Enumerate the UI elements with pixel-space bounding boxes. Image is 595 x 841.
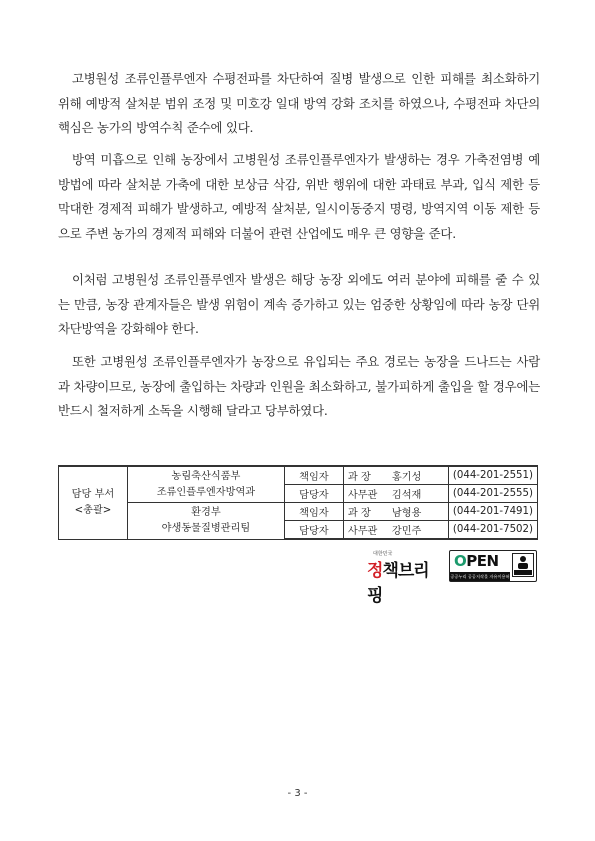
role-cell: 책임자 (284, 503, 343, 521)
dept-cell (127, 503, 284, 540)
phone-cell: (044-201-7502) (448, 521, 537, 540)
table-row (59, 503, 538, 521)
page-number: - 3 - (287, 788, 308, 799)
role-cell: 담당자 (284, 521, 343, 540)
dept-cell (127, 466, 284, 503)
dept-name: 농림축산식품부 (171, 470, 241, 482)
logo-group (367, 548, 535, 606)
name-text: 홍기성 (391, 472, 422, 483)
phone-cell: (044-201-7491) (448, 503, 537, 521)
open-license-logo (449, 550, 537, 588)
open-sub-text: 공공누리 공공저작물 자유이용허락 (450, 574, 510, 588)
name-text: 김석재 (391, 490, 422, 501)
table-row (59, 466, 538, 485)
role-cell: 책임자 (284, 466, 343, 485)
brand-main-text (367, 556, 443, 606)
phone-cell: (044-201-2555) (448, 485, 537, 503)
paragraph-1: 고병원성 조류인플루엔자 수평전파를 차단하여 질병 발생으로 인한 피해를 최소화하기 위해 예방적 살처분 범위 조정 및 미호강 일대 방역 강화 조치를 하였으나, 수평전파 차단의 핵심은 농가의 방역수칙 준수에 있다. (58, 71, 540, 135)
policy-briefing-logo (367, 550, 443, 606)
title-text: 사무관 (347, 490, 378, 501)
name-cell (343, 485, 448, 503)
brand-red-char: 정 (367, 561, 383, 581)
open-text (454, 552, 499, 570)
dept-main-sub: <총괄> (74, 504, 112, 516)
dept-name: 환경부 (191, 506, 221, 518)
title-text: 사무관 (347, 526, 378, 537)
brand-top-text: 대한민국 (373, 551, 393, 557)
name-cell (343, 521, 448, 540)
name-text: 강민주 (391, 526, 422, 537)
paragraph-2: 방역 미흡으로 인해 농장에서 고병원성 조류인플루엔자가 발생하는 경우 가축전염병 예방법에 따라 살처분 가축에 대한 보상금 삭감, 위반 행위에 대한 과태료 부과, 입식 제한 등 막대한 경제적 피해가 발생하고, 예방적 살처분, 일시이동중지 명령, 방역지역 이동 제한 등으로 주변 농가의 경제적 피해와 더불어 관련 산업에도 매우 큰 영향을 준다. (58, 152, 540, 241)
dept-team: 조류인플루엔자방역과 (156, 486, 256, 498)
paragraph-3: 이처럼 고병원성 조류인플루엔자 발생은 해당 농장 외에도 여러 분야에 피해를 줄 수 있는 만큼, 농장 관계자들은 발생 위험이 계속 증가하고 있는 엄중한 상황임에 따라 농장 단위 차단방역을 강화해야 한다. (58, 272, 540, 336)
dept-team: 야생동물질병관리팀 (161, 522, 251, 534)
name-cell (343, 466, 448, 485)
open-o: O (454, 552, 467, 570)
person-icon (512, 553, 534, 577)
dept-main-label: 담당 부서 (71, 488, 115, 500)
phone-cell: (044-201-2551) (448, 466, 537, 485)
name-text: 남형용 (391, 508, 422, 519)
dept-main-cell (59, 466, 128, 539)
name-cell (343, 503, 448, 521)
role-cell: 담당자 (284, 485, 343, 503)
contact-table (58, 465, 538, 540)
open-rest: PEN (466, 552, 499, 570)
title-text: 과 장 (347, 508, 371, 519)
title-text: 과 장 (347, 472, 371, 483)
brand-rest-text: 책브리핑 (367, 561, 429, 606)
paragraph-4: 또한 고병원성 조류인플루엔자가 농장으로 유입되는 주요 경로는 농장을 드나드는 사람과 차량이므로, 농장에 출입하는 차량과 인원을 최소화하고, 불가피하게 출입을 할 경우에는 반드시 철저하게 소독을 시행해 달라고 당부하였다. (58, 354, 540, 418)
